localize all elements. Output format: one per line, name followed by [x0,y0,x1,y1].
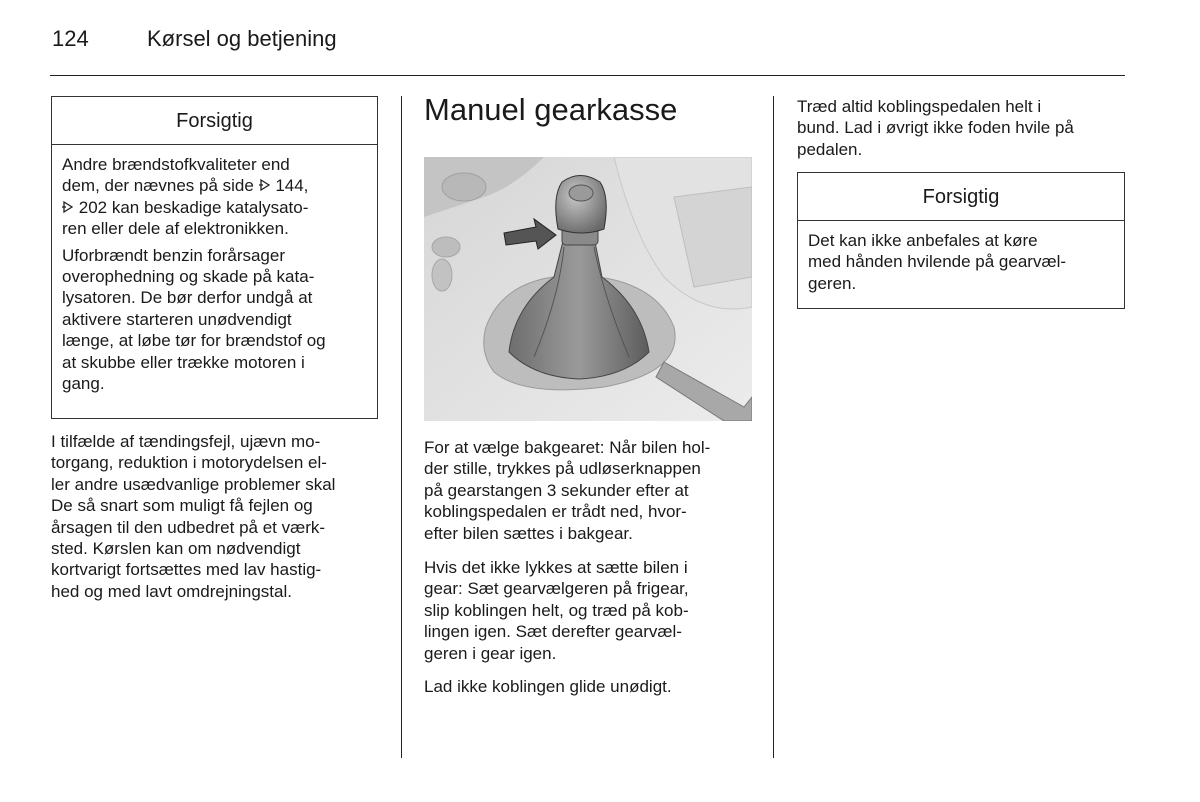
text-line: lingen igen. Sæt derefter gearvæl- [424,622,682,642]
text-line: hed og med lavt omdrejningstal. [51,581,292,601]
text-line: I tilfælde af tændingsfejl, ujævn mo- [51,432,321,451]
text-line: slip koblingen helt, og træd på kob- [424,600,689,620]
caution-box-left [51,96,378,419]
text-line: Lad ikke koblingen glide unødigt. [424,677,672,696]
column-divider-right [773,96,774,758]
text-line: Andre brændstofkvaliteter end [62,155,290,174]
text-line: bund. Lad i øvrigt ikke foden hvile på [797,118,1074,138]
text-line: Uforbrændt benzin forårsager [62,245,286,265]
page-reference[interactable]: 144, [275,176,309,196]
caution-title: Forsigtig [52,97,377,145]
text-line: gang. [62,374,105,394]
text-line: efter bilen sættes i bakgear. [424,523,633,543]
page-reference-arrow-icon [259,178,271,192]
caution-paragraph [808,230,1114,294]
text-line: De så snart som muligt få fejlen og [51,496,313,516]
text-line: aktivere starteren unødvendigt [62,309,292,329]
text-line: årsagen til den udbedret på et værk- [51,517,326,537]
column-divider-left [401,96,402,758]
text-line: på gearstangen 3 sekunder efter at [424,480,689,500]
text-line: geren. [808,273,857,293]
text-line: For at vælge bakgearet: Når bilen hol- [424,438,711,457]
text-line: geren i gear igen. [424,643,557,663]
page-reference-arrow-icon [62,200,74,214]
text-line: Træd altid koblingspedalen helt i [797,97,1042,116]
text-line: sted. Kørslen kan om nødvendigt [51,539,301,559]
chapter-title: Kørsel og betjening [147,26,337,51]
text-line: lysatoren. De bør derfor undgå at [62,288,313,308]
text-line: Det kan ikke anbefales at køre [808,231,1038,250]
text-line: pedalen. [797,139,863,159]
caution-paragraph [62,154,367,240]
caution-body [52,145,377,394]
text-line: Hvis det ikke lykkes at sætte bilen i [424,558,688,577]
body-paragraph [424,676,759,697]
text-line: ler andre usædvanlige problemer skal [51,474,336,494]
caution-title: Forsigtig [798,173,1124,221]
text-line: at skubbe eller trække motoren i [62,352,305,372]
text-line: torgang, reduktion i motorydelsen el- [51,453,327,473]
body-paragraph [424,557,759,664]
caution-body [798,221,1124,294]
text-line: dem, der nævnes på side [62,176,254,196]
header-rule [50,75,1125,76]
caution-box-right [797,172,1125,309]
text-line: længe, at løbe tør for brændstof og [62,331,326,351]
body-paragraph [424,437,759,544]
section-heading: Manuel gearkasse [424,92,678,127]
text-line: med hånden hvilende på gearvæl- [808,252,1067,272]
text-line: gear: Sæt gearvælgeren på frigear, [424,579,689,599]
gear-lever-illustration [424,157,752,421]
text-line: 202 kan beskadige katalysato- [78,197,309,217]
text-line: der stille, trykkes på udløserknappen [424,459,701,479]
caution-paragraph [62,245,367,395]
page-number: 124 [52,26,89,51]
gear-lever-icon [424,157,752,421]
text-line: ren eller dele af elektronikken. [62,219,289,239]
body-paragraph [797,96,1127,160]
body-paragraph [51,431,381,602]
text-line: kortvarigt fortsættes med lav hastig- [51,560,322,580]
text-line: overophedning og skade på kata- [62,267,315,287]
text-line: koblingspedalen er trådt ned, hvor- [424,502,687,522]
